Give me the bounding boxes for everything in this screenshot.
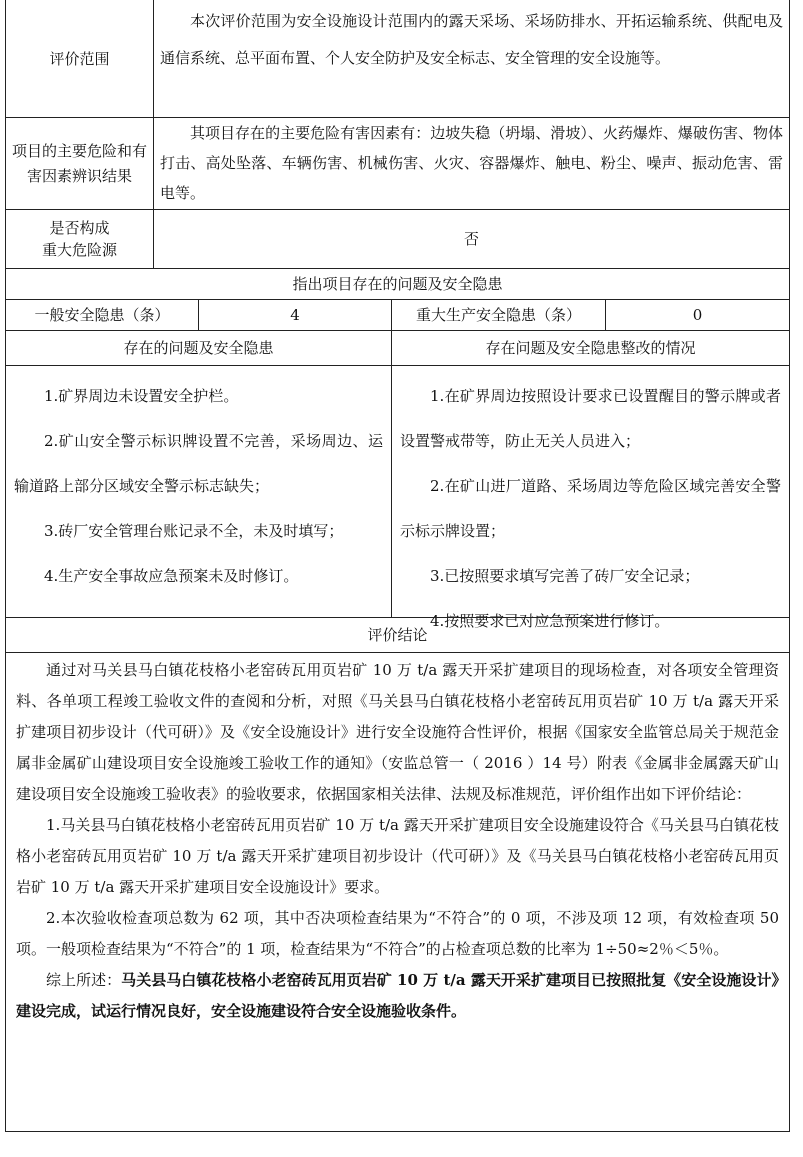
major-hazard-label-line2: 重大危险源 [41,241,117,259]
major-hazard-count-value: 0 [692,306,703,324]
counts-row [5,299,790,331]
fix-item: 1.在矿界周边按照设计要求已设置醒目的警示牌或者设置警戒带等，防止无关人员进入； [400,387,781,450]
major-hazard-count-label: 重大生产安全隐患（条） [415,306,581,324]
conclusion-title: 评价结论 [5,617,790,653]
scope-text: 本次评价范围为安全设施设计范围内的露天采场、采场防排水、开拓运输系统、供配电及通信系统、总平面布置、个人安全防护及安全标志、安全管理的安全设施等。 [160,12,783,67]
scope-row [5,0,790,118]
conclusion-paragraph-2: 1.马关县马白镇花枝格小老窑砖瓦用页岩矿 10 万 t/a 露天开采扩建项目安全设施建设符合《马关县马白镇花枝格小老窑砖瓦用页岩矿 10 万 t/a 露天开采扩建项目初步设计（代可研）》及《马关县马白镇花枝格小老窑砖瓦用页岩矿 10 万 t/a 露天开采扩建项目安全设施设计》要求。 [16,816,779,896]
scope-label: 评价范围 [49,49,110,68]
conclusion-summary-lead: 综上所述： [46,971,122,989]
general-hazard-label: 一般安全隐患（条） [34,306,170,324]
major-hazard-label-line1: 是否构成 [49,219,110,237]
major-hazard-value: 否 [463,230,479,248]
conclusion-paragraph-1: 通过对马关县马白镇花枝格小老窑砖瓦用页岩矿 10 万 t/a 露天开采扩建项目的现场检查，对各项安全管理资料、各单项工程竣工验收文件的查阅和分析，对照《马关县马白镇花枝格小老窑砖瓦用页岩矿 10 万 t/a 露天开采扩建项目初步设计（代可研）》及《安全设施设计》进行安全设施符合性评价，根据《国家安全监管总局关于规范金属非金属矿山建设项目安全设施竣工验收工作的通知》（安监总管一（ 2016 ）14 号）附表《金属非金属露天矿山建设项目安全设施竣工验收表》的验收要求，依据国家相关法律、法规及标准规范，评价组作出如下评价结论： [16,661,779,803]
conclusion-paragraph-3: 2.本次验收检查项总数为 62 项，其中否决项检查结果为“不符合”的 0 项，不涉及项 12 项，有效检查项 50 项。一般项检查结果为“不符合”的 1 项，检查结果为“不符合”的占检查项总数的比率为 1÷50≈2％＜5％。 [16,909,779,958]
hazards-label: 项目的主要危险和有害因素辨识结果 [12,141,148,185]
hazards-text: 其项目存在的主要危险有害因素有：边坡失稳（坍塌、滑坡）、火药爆炸、爆破伤害、物体打击、高处坠落、车辆伤害、机械伤害、火灾、容器爆炸、触电、粉尘、噪声、振动危害、雷电等。 [160,124,783,202]
issues-header-row [5,330,790,366]
issue-item: 1.矿界周边未设置安全护栏。 [44,387,239,405]
issues-header-left: 存在的问题及安全隐患 [123,339,274,357]
issue-item: 4.生产安全事故应急预案未及时修订。 [44,567,299,585]
conclusion-summary-bold: 马关县马白镇花枝格小老窑砖瓦用页岩矿 10 万 t/a 露天开采扩建项目已按照批复《安全设施设计》建设完成，试运行情况良好，安全设施建设符合安全设施验收条件。 [16,971,779,1020]
fixes-list [392,366,789,630]
fix-item: 4.按照要求已对应急预案进行修订。 [430,612,670,630]
fix-item: 2.在矿山进厂道路、采场周边等危险区域完善安全警示标示牌设置； [400,477,781,540]
issue-item: 3.砖厂安全管理台账记录不全，未及时填写； [44,522,344,540]
conclusion-paragraph-4 [16,965,779,1027]
major-hazard-label [6,210,153,268]
issues-header-right: 存在问题及安全隐患整改的情况 [485,339,696,357]
general-hazard-value: 4 [290,306,300,324]
issues-title: 指出项目存在的问题及安全隐患 [5,268,790,300]
hazards-row [5,117,790,210]
major-hazard-row [5,209,790,269]
issues-row [5,365,790,630]
issues-list [6,366,391,617]
conclusion-body [5,652,790,1132]
fix-item: 3.已按照要求填写完善了砖厂安全记录； [430,567,700,585]
issue-item: 2.矿山安全警示标识牌设置不完善，采场周边、运输道路上部分区域安全警示标志缺失； [14,432,383,495]
